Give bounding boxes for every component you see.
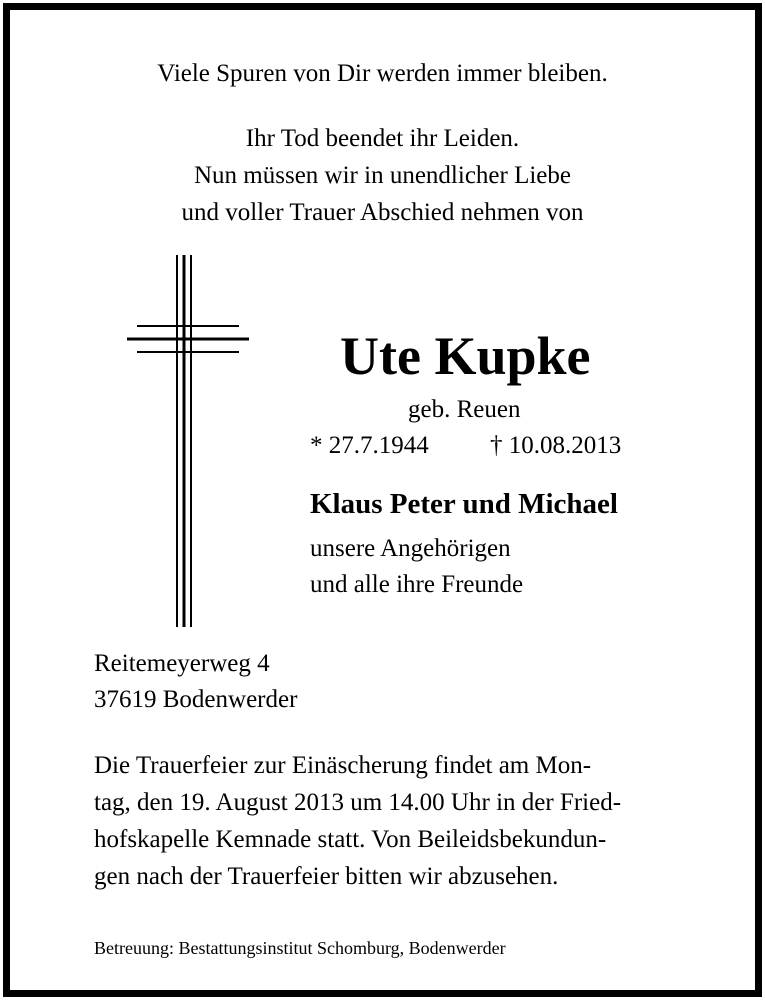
obituary-frame xyxy=(3,3,762,997)
address-street: Reitemeyerweg 4 xyxy=(94,650,270,677)
birth-name: geb. Reuen xyxy=(408,396,521,423)
service-line-2: tag, den 19. August 2013 um 14.00 Uhr in der Fried- xyxy=(94,789,622,816)
service-line-3: hofskapelle Kemnade statt. Von Beileidsbekundun- xyxy=(94,826,607,853)
cross-icon xyxy=(125,255,251,627)
verse-line-1: Viele Spuren von Dir werden immer bleiben. xyxy=(157,60,608,87)
service-line-1: Die Trauerfeier zur Einäscherung findet am Mon- xyxy=(94,752,592,779)
verse-line-4: und voller Trauer Abschied nehmen von xyxy=(181,199,584,226)
death-date: † 10.08.2013 xyxy=(490,432,622,459)
mourners-names: Klaus Peter und Michael xyxy=(310,488,618,520)
deceased-name: Ute Kupke xyxy=(340,326,591,386)
verse-line-2: Ihr Tod beendet ihr Leiden. xyxy=(245,125,520,152)
mourners-friends: und alle ihre Freunde xyxy=(310,571,524,598)
service-line-4: gen nach der Trauerfeier bitten wir abzusehen. xyxy=(94,863,559,890)
verse-line-3: Nun müssen wir in unendlicher Liebe xyxy=(194,162,571,189)
funeral-home-credit: Betreuung: Bestattungsinstitut Schomburg, Bodenwerder xyxy=(94,938,506,958)
birth-date: * 27.7.1944 xyxy=(310,432,429,459)
service-notice xyxy=(94,747,694,895)
address-city: 37619 Bodenwerder xyxy=(94,686,298,713)
mourners-relatives: unsere Angehörigen xyxy=(310,535,511,562)
